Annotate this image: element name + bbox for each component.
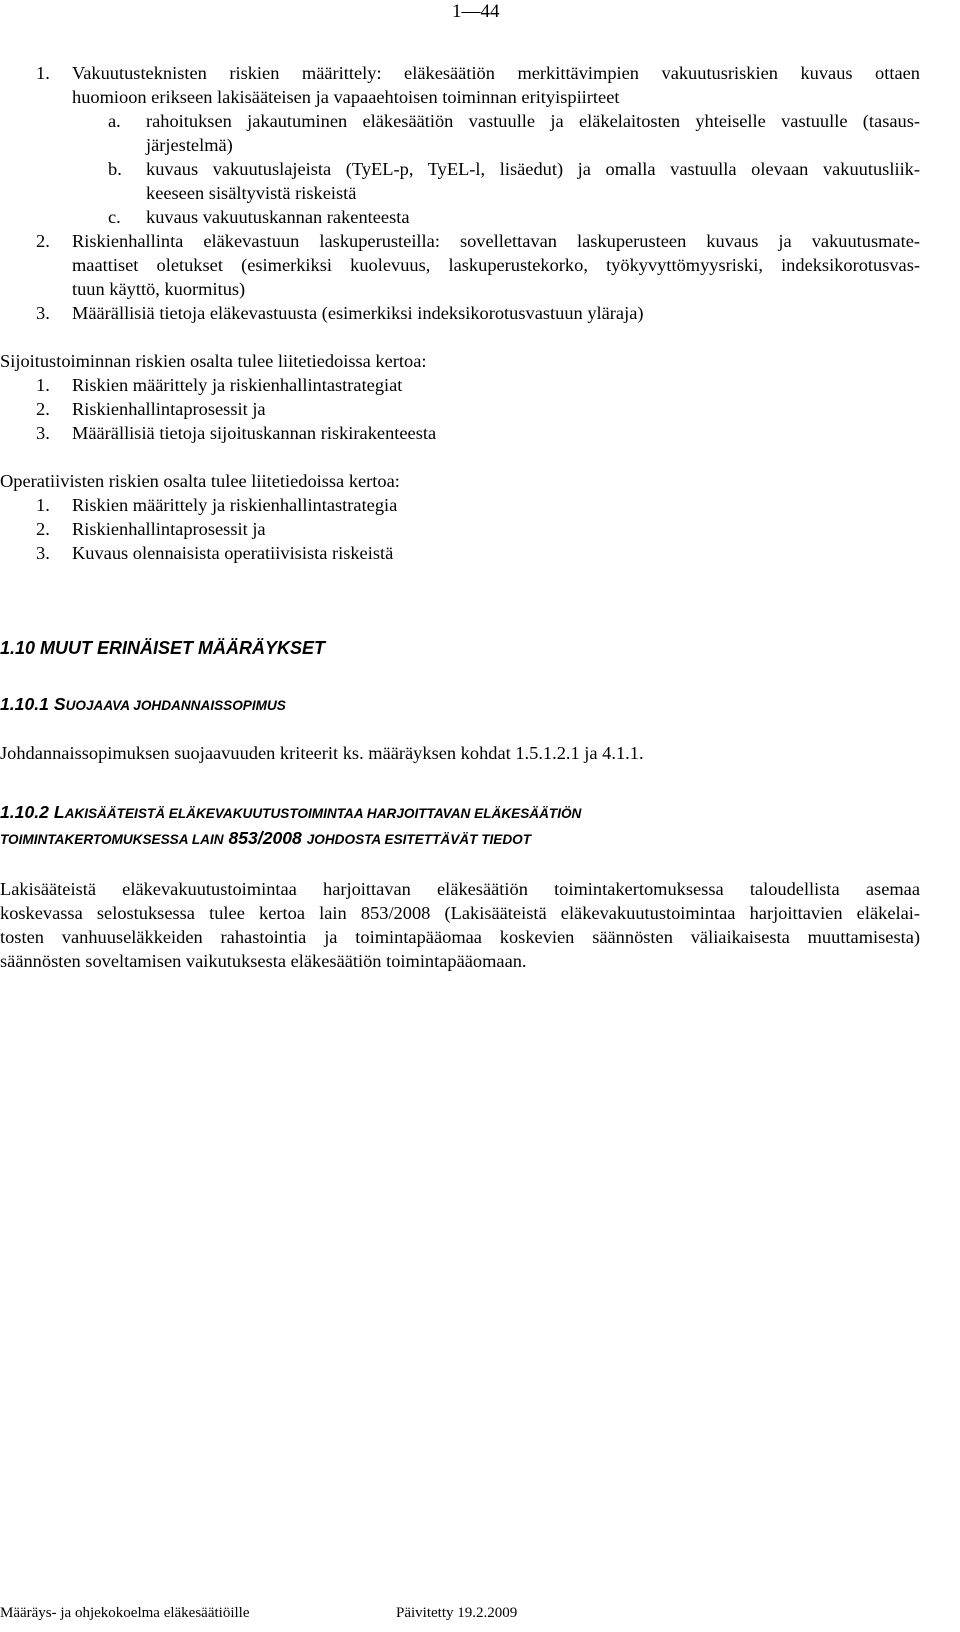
sublist-item-text: rahoituksen jakautuminen eläkesäätiön vastuulle ja eläkelaitosten yhteiselle vastuulle (tasaus- [146, 111, 920, 131]
subsection-title-rest: UOJAAVA JOHDANNAISSOPIMUS [65, 698, 286, 713]
sublist-label: a. [108, 111, 121, 131]
subsection-heading [0, 692, 286, 718]
law-number: 853/2008 [228, 828, 302, 848]
paragraph-intro: Sijoitustoiminnan riskien osalta tulee liitetiedoissa kertoa: [0, 351, 427, 371]
sublist-item-text: keeseen sisältyvistä riskeistä [146, 183, 357, 203]
list-item-text: Riskien määrittely ja riskienhallintastrategia [72, 495, 398, 515]
list-number: 2. [36, 231, 50, 251]
subsection-title-initial: L [53, 802, 65, 822]
page-number: 1—44 [452, 1, 500, 22]
list-item-text: tuun käyttö, kuormitus) [72, 279, 246, 299]
list-item-text: Määrällisiä tietoja sijoituskannan riskirakenteesta [72, 423, 437, 443]
subsection-title-rest: AKISÄÄTEISTÄ ELÄKEVAKUUTUSTOIMINTAA HARJOITTAVAN ELÄKESÄÄTIÖN [64, 806, 582, 821]
list-item-text: Riskienhallintaprosessit ja [72, 399, 266, 419]
list-item-text: maattiset oletukset (esimerkiksi kuolevuus, laskuperustekorko, työkyvyttömyysriski, indeksikorotusvas- [72, 255, 920, 275]
paragraph-intro: Operatiivisten riskien osalta tulee liitetiedoissa kertoa: [0, 471, 400, 491]
body-paragraph-line: säännösten soveltamisen vaikutuksesta eläkesäätiön toimintapääomaan. [0, 951, 527, 971]
list-number: 1. [36, 375, 50, 395]
list-number: 2. [36, 519, 50, 539]
list-item-text: Kuvaus olennaisista operatiivisista riskeistä [72, 543, 394, 563]
section-heading: 1.10 MUUT ERINÄISET MÄÄRÄYKSET [0, 638, 326, 658]
list-number: 2. [36, 399, 50, 419]
subsection-title-part: JOHDOSTA ESITETTÄVÄT TIEDOT [306, 832, 532, 847]
list-item-text: Riskienhallinta eläkevastuun laskuperusteilla: sovellettavan laskuperusteen kuvaus ja vakuutusmate- [72, 231, 920, 251]
subsection-number: 1.10.2 [0, 802, 49, 822]
footer-left: Määräys- ja ohjekokoelma eläkesäätiöille [0, 1605, 250, 1621]
body-paragraph-line: tosten vanhuuseläkkeiden rahastointia ja toimintapääomaa koskevien säännösten väliaikaisesta muuttamisesta) [0, 927, 920, 947]
list-item-text: Vakuutusteknisten riskien määrittely: eläkesäätiön merkittävimpien vakuutusriskien kuvaus ottaen [72, 63, 920, 83]
list-item-text: huomioon erikseen lakisääteisen ja vapaaehtoisen toiminnan erityispiirteet [72, 87, 620, 107]
subsection-heading-line2 [0, 826, 531, 852]
sublist-label: c. [108, 207, 121, 227]
body-paragraph-line: koskevassa selostuksessa tulee kertoa lain 853/2008 (Lakisääteistä eläkevakuutustoimintaa harjoittavien eläkelai- [0, 903, 920, 923]
list-number: 3. [36, 303, 50, 323]
list-number: 1. [36, 495, 50, 515]
sublist-item-text: kuvaus vakuutuskannan rakenteesta [146, 207, 410, 227]
subsection-title-initial: S [53, 694, 66, 714]
footer-date: Päivitetty 19.2.2009 [396, 1605, 518, 1621]
subsection-heading [0, 800, 581, 826]
subsection-number: 1.10.1 [0, 694, 49, 714]
body-paragraph-line: Lakisääteistä eläkevakuutustoimintaa harjoittavan eläkesäätiön toimintakertomuksessa taloudellista asemaa [0, 879, 920, 899]
list-number: 1. [36, 63, 50, 83]
list-number: 3. [36, 423, 50, 443]
subsection-title-part: TOIMINTAKERTOMUKSESSA LAIN [0, 832, 224, 847]
list-item-text: Riskienhallintaprosessit ja [72, 519, 266, 539]
list-item-text: Riskien määrittely ja riskienhallintastrategiat [72, 375, 403, 395]
sublist-item-text: järjestelmä) [146, 135, 233, 155]
list-item-text: Määrällisiä tietoja eläkevastuusta (esimerkiksi indeksikorotusvastuun yläraja) [72, 303, 644, 323]
list-number: 3. [36, 543, 50, 563]
sublist-label: b. [108, 159, 122, 179]
sublist-item-text: kuvaus vakuutuslajeista (TyEL-p, TyEL-l, lisäedut) ja omalla vastuulla olevaan vakuutusliik- [146, 159, 920, 179]
body-paragraph: Johdannaissopimuksen suojaavuuden kriteerit ks. määräyksen kohdat 1.5.1.2.1 ja 4.1.1. [0, 743, 644, 763]
